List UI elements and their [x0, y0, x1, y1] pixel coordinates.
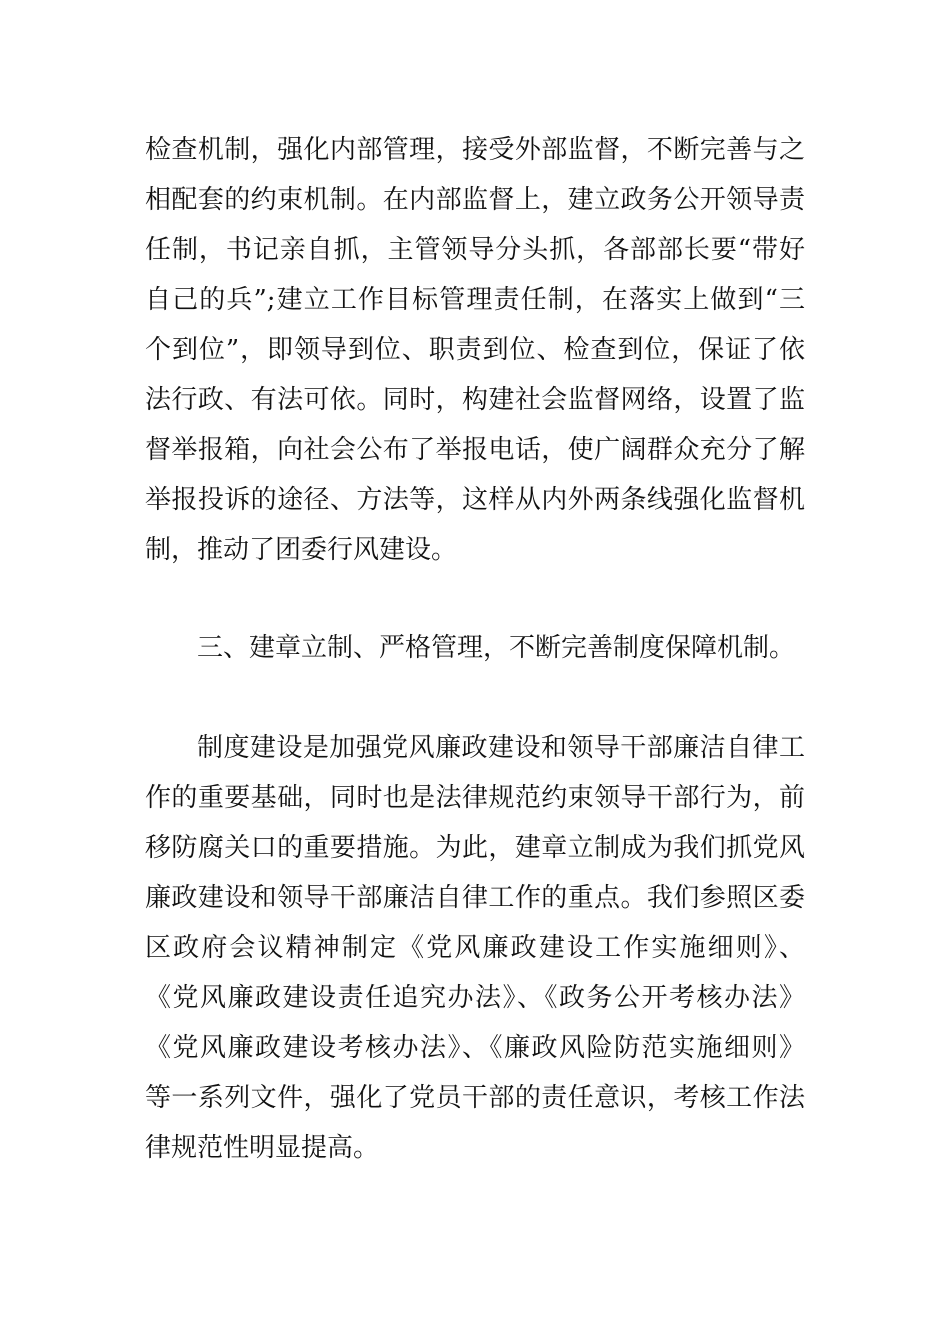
paragraph-1-line-5: 个到位”，即领导到位、职责到位、检查到位，保证了依 [145, 335, 805, 365]
paragraph-2-line-5: 区政府会议精神制定《党风廉政建设工作实施细则》、 [145, 933, 805, 963]
paragraph-1-line-6: 法行政、有法可依。同时，构建社会监督网络，设置了监 [145, 385, 805, 415]
paragraph-1-line-9: 制，推动了团委行风建设。 [145, 535, 458, 565]
paragraph-1-line-3: 任制，书记亲自抓，主管领导分头抓，各部部长要“带好 [145, 235, 805, 265]
paragraph-2-line-6: 《党风廉政建设责任追究办法》、《政务公开考核办法》 [145, 983, 805, 1013]
paragraph-2-line-7: 《党风廉政建设考核办法》、《廉政风险防范实施细则》 [145, 1033, 805, 1063]
paragraph-1-line-4: 自己的兵”;建立工作目标管理责任制，在落实上做到“三 [145, 285, 805, 315]
paragraph-2-line-9: 律规范性明显提高。 [145, 1133, 380, 1163]
paragraph-1-line-2: 相配套的约束机制。在内部监督上，建立政务公开领导责 [145, 185, 805, 215]
section-heading: 三、建章立制、严格管理，不断完善制度保障机制。 [197, 633, 796, 663]
paragraph-1-line-1: 检查机制，强化内部管理，接受外部监督，不断完善与之 [145, 135, 805, 165]
paragraph-2-line-3: 移防腐关口的重要措施。为此，建章立制成为我们抓党风 [145, 833, 805, 863]
paragraph-2-line-1: 制度建设是加强党风廉政建设和领导干部廉洁自律工 [197, 733, 805, 763]
paragraph-2-line-8: 等一系列文件，强化了党员干部的责任意识，考核工作法 [145, 1083, 805, 1113]
paragraph-1-line-7: 督举报箱，向社会公布了举报电话，使广阔群众充分了解 [145, 435, 805, 465]
paragraph-2-line-2: 作的重要基础，同时也是法律规范约束领导干部行为，前 [145, 783, 805, 813]
paragraph-2-line-4: 廉政建设和领导干部廉洁自律工作的重点。我们参照区委 [145, 883, 805, 913]
paragraph-1-line-8: 举报投诉的途径、方法等，这样从内外两条线强化监督机 [145, 485, 805, 515]
